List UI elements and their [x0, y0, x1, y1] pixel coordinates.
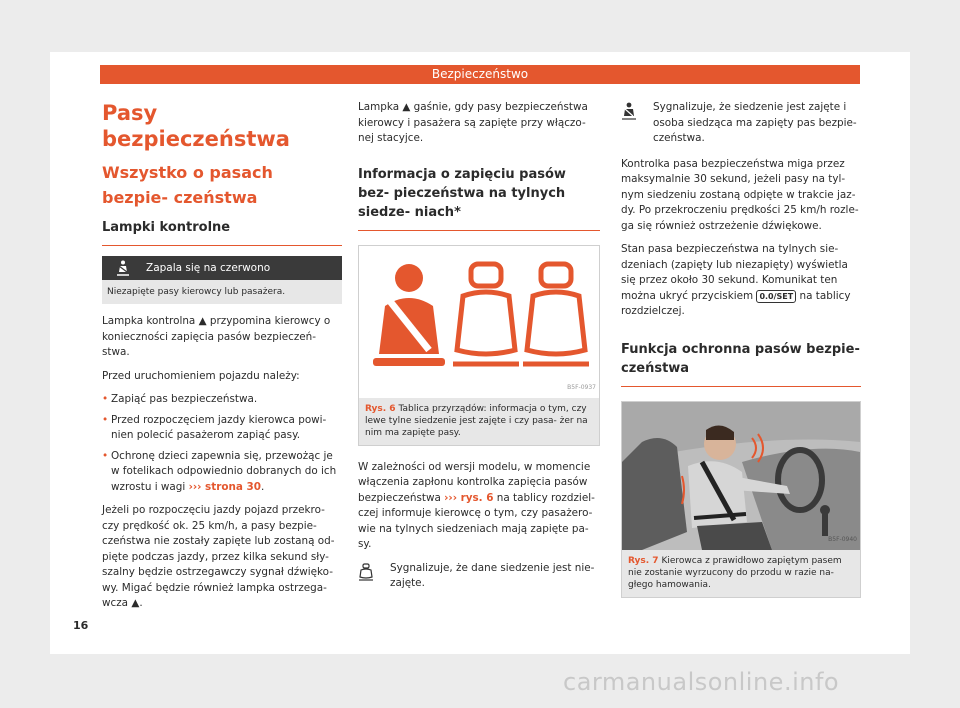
list-item-text: Ochronę dzieci zapewnia się, przewożąc je w fotelikach odpowiednio dobranych do ich wzrostu i wagi	[111, 449, 337, 493]
figure-image	[359, 246, 599, 398]
figure-caption-text: Tablica przyrządów: informacja o tym, czy lewe tylne siedzenie jest zajęte i czy pasa- żer na nim ma zapięte pasy.	[365, 403, 588, 438]
set-button-icon: 0.0/SET	[756, 290, 796, 303]
paragraph: Lampka ▲ gaśnie, gdy pasy bezpieczeństwa kierowcy i pasażera są zapięte przy włączo- nej stacyjce.	[358, 101, 588, 144]
paragraph: Kontrolka pasa bezpieczeństwa miga przez maksymalnie 30 sekund, jeżeli pasy na tyl- nym siedzeniu zostaną odpięte w trakcie jaz- dy. Po przekroczeniu prędkości 25 km/h rozle- ga się również ostrzeżenie dźwiękowe.	[621, 157, 859, 232]
section-header: Bezpieczeństwo	[100, 65, 860, 84]
list-item: • Zapiąć pas bezpieczeństwa.	[102, 392, 342, 408]
figure-7	[621, 401, 861, 598]
column-3	[621, 100, 861, 598]
column-1	[102, 100, 342, 620]
paragraph-text: W zależności od wersji modelu, w momencie włączenia zapłonu kontrolka zapięcia pasów bezpieczeństwa	[358, 460, 591, 504]
icon-description-text: Sygnalizuje, że siedzenie jest zajęte i osoba siedząca ma zapięty pas bezpie- czeństwa.	[653, 101, 857, 144]
figure-caption	[622, 550, 860, 597]
column-2	[358, 100, 600, 602]
icon-description	[621, 100, 861, 147]
warning-lamp-title: Zapala się na czerwono	[146, 262, 271, 274]
figure-label: Rys. 6	[365, 403, 396, 414]
paragraph	[621, 242, 861, 320]
page-reference-link[interactable]: ››› strona 30	[188, 480, 261, 493]
list-item: • Przed rozpoczęciem jazdy kierowca powi- nien polecić pasażerom zapiąć pasy.	[102, 413, 342, 444]
paragraph	[358, 460, 600, 553]
icon-description	[358, 561, 600, 592]
figure-code: B5F-0940	[828, 536, 857, 543]
figure-caption	[359, 398, 599, 445]
figure-reference-link[interactable]: ››› rys. 6	[444, 491, 494, 504]
empty-seat-icon	[358, 563, 374, 581]
list-item: • Ochronę dzieci zapewnia się, przewożąc je w fotelikach odpowiednio dobranych do ich wzrostu i wagi ››› strona 30.	[102, 449, 342, 496]
icon-description-text: Sygnalizuje, że dane siedzenie jest nie- zajęte.	[390, 561, 595, 589]
paragraph: Lampka kontrolna ▲ przypomina kierowcy o konieczności zapięcia pasów bezpieczeń- stwa.	[102, 315, 331, 358]
figure-image	[622, 402, 860, 550]
figure-caption-text: Kierowca z prawidłowo zapiętym pasem nie zostanie wyrzucony do przodu w razie na- głego hamowania.	[628, 555, 842, 590]
figure-6	[358, 245, 600, 446]
paragraph: Jeżeli po rozpoczęciu jazdy pojazd przekro- czy prędkość ok. 25 km/h, a pasy bezpie- czeństwa nie zostały zapięte lub zostaną od- pięte podczas jazdy, przez kilka sekund sły- szalny będzie ostrzegawczy sygnał dźwięko- wy. Migać będzie również lampka ostrzega- wcza ▲.	[102, 504, 335, 609]
empty-seat-icon	[523, 264, 589, 364]
belted-passenger-icon	[621, 102, 637, 120]
subsection-title: Funkcja ochronna pasów bezpie- czeństwa	[621, 340, 861, 387]
empty-seat-icon	[453, 264, 519, 364]
paragraph: Przed uruchomieniem pojazdu należy:	[102, 369, 300, 382]
subsection-title: Lampki kontrolne	[102, 218, 342, 246]
warning-lamp-header	[102, 256, 342, 280]
driver-illustration	[622, 402, 860, 550]
belted-passenger-icon	[373, 264, 445, 366]
section-title: Wszystko o pasach bezpie- czeństwa	[102, 163, 273, 207]
paragraph-text: na tablicy rozdzielczej.	[621, 289, 851, 317]
warning-lamp-body: Niezapięte pasy kierowcy lub pasażera.	[102, 280, 342, 304]
page-number: 16	[73, 619, 89, 632]
page-title: Pasy bezpieczeństwa	[102, 101, 290, 151]
subsection-title: Informacja o zapięciu pasów bez- pieczeństwa na tylnych siedze- niach*	[358, 165, 600, 231]
paragraph-text: na tablicy rozdziel- czej informuje kierowcę o tym, czy pasażero- wie na tylnych siedzeniach mają zapięte pa- sy.	[358, 491, 595, 550]
seat-indicator-icons	[359, 246, 601, 398]
figure-code: B5F-0937	[567, 384, 596, 391]
watermark: carmanualsonline.info	[563, 668, 840, 696]
seatbelt-warning-icon	[116, 260, 130, 276]
paragraph-text: Stan pasa bezpieczeństwa na tylnych sie- dzeniach (zapięty lub niezapięty) wyświetla się przez około 30 sekund. Komunikat ten można ukryć przyciskiem	[621, 243, 848, 302]
figure-label: Rys. 7	[628, 555, 659, 566]
warning-lamp-box	[102, 256, 342, 304]
